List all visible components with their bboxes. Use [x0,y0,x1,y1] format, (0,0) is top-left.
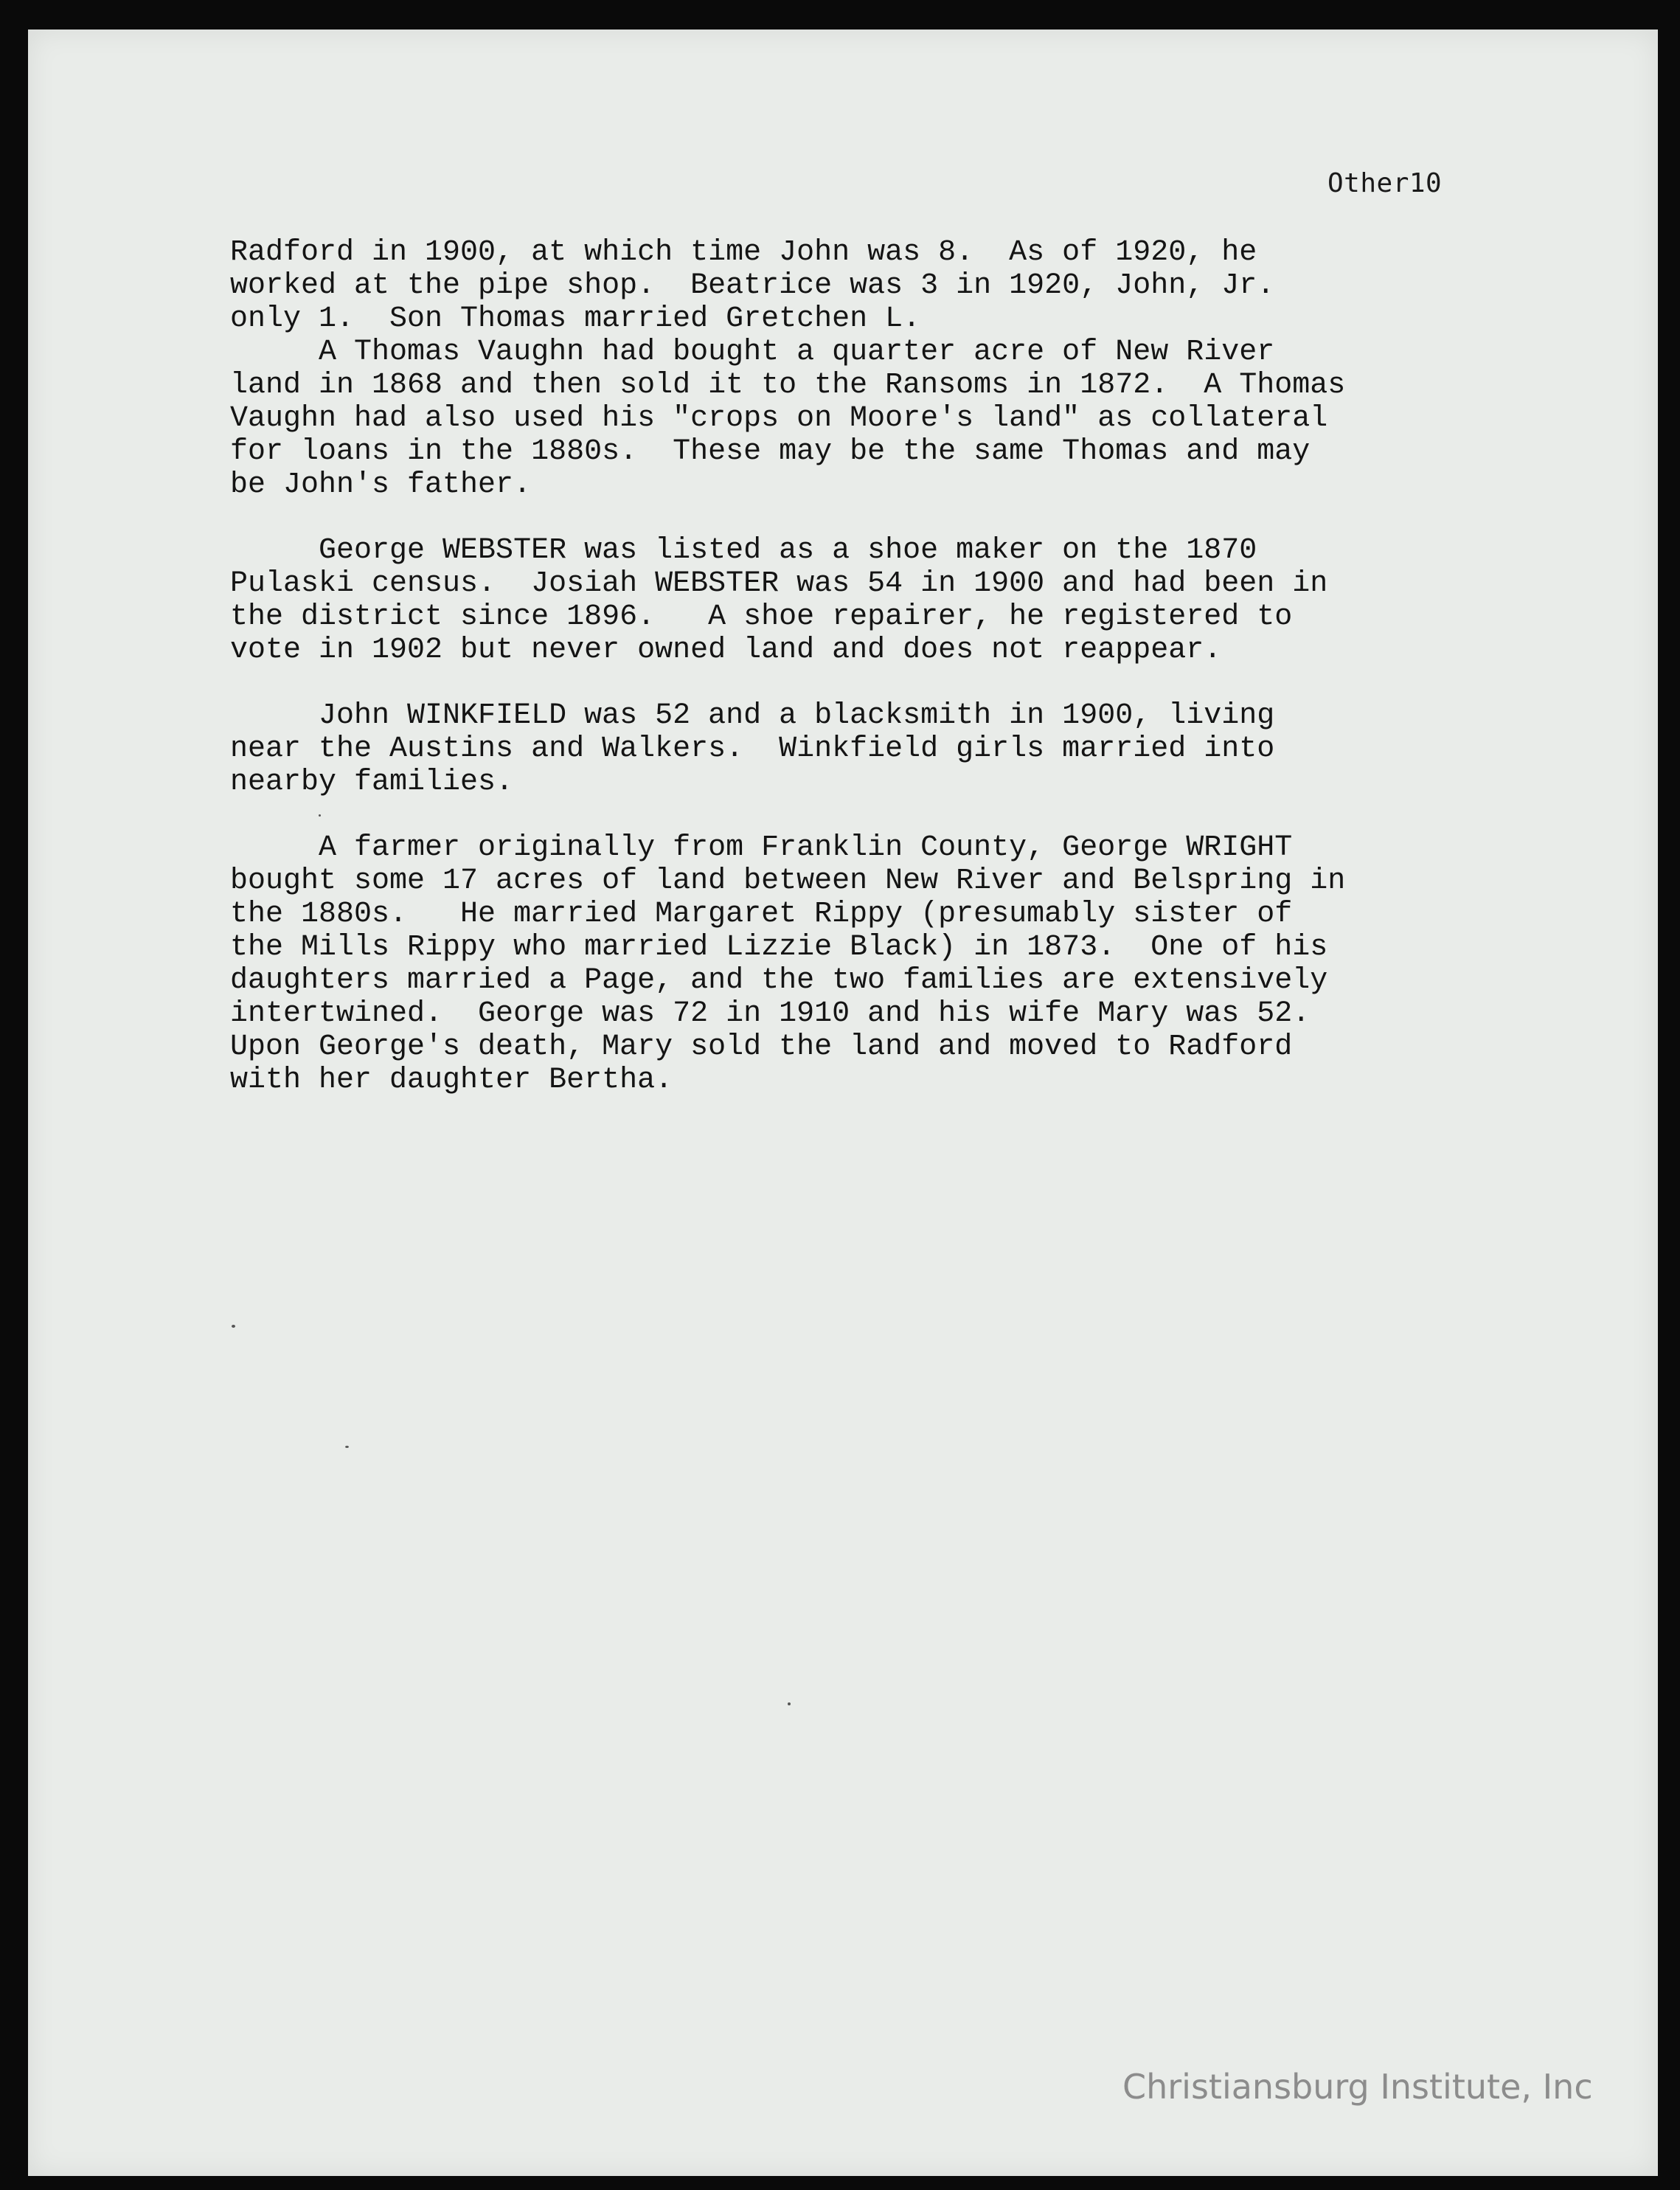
text-line: with her daughter Bertha. [230,1064,673,1097]
text-line: Upon George's death, Mary sold the land and moved to Radford [230,1030,1293,1064]
text-line: intertwined. George was 72 in 1910 and his wife Mary was 52. [230,997,1311,1030]
text-line: Pulaski census. Josiah WEBSTER was 54 in 1900 and had been in [230,567,1328,600]
document-body [230,236,1484,1129]
text-line: near the Austins and Walkers. Winkfield girls married into [230,732,1275,766]
paper-speck [788,1702,791,1705]
text-line: be John's father. [230,468,532,502]
paper-speck [232,1325,235,1328]
text-line: the district since 1896. A shoe repairer, he registered to [230,600,1293,634]
text-line: John WINKFIELD was 52 and a blacksmith in 1900, living [230,699,1275,732]
archive-watermark: Christiansburg Institute, Inc [1122,2067,1593,2107]
text-line: George WEBSTER was listed as a shoe maker on the 1870 [230,534,1257,567]
text-line: Vaughn had also used his "crops on Moore's land" as collateral [230,402,1328,435]
text-line: the Mills Rippy who married Lizzie Black) in 1873. One of his [230,931,1328,964]
paper-speck [345,1446,349,1448]
text-line: A farmer originally from Franklin County, George WRIGHT [230,831,1293,864]
text-line: for loans in the 1880s. These may be the same Thomas and may [230,435,1311,468]
text-line: A Thomas Vaughn had bought a quarter acre of New River [230,336,1275,369]
text-line: bought some 17 acres of land between New River and Belspring in [230,864,1346,898]
paragraph-webster [230,534,1484,667]
text-line: only 1. Son Thomas married Gretchen L. [230,302,921,336]
text-line: vote in 1902 but never owned land and does not reappear. [230,634,1222,667]
text-line: daughters married a Page, and the two families are extensively [230,964,1328,997]
paragraph-winkfield [230,699,1484,799]
text-line: the 1880s. He married Margaret Rippy (presumably sister of [230,898,1293,931]
text-line: nearby families. [230,766,514,799]
text-line: worked at the pipe shop. Beatrice was 3 in 1920, John, Jr. [230,269,1275,302]
paragraph-wright [230,831,1484,1097]
paragraph-vaughn [230,236,1484,502]
page-identifier: Other10 [1327,168,1443,198]
text-line: land in 1868 and then sold it to the Ransoms in 1872. A Thomas [230,369,1346,402]
text-line: Radford in 1900, at which time John was 8. As of 1920, he [230,236,1257,269]
